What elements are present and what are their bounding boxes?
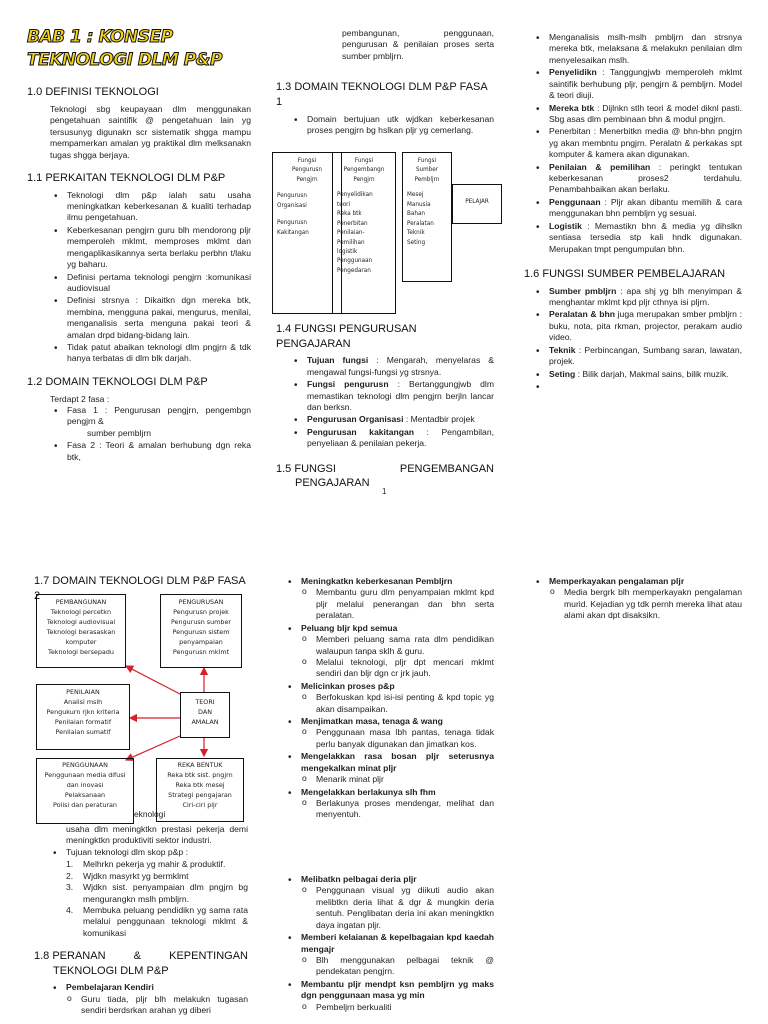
box-heading: PENGURUSAN: [178, 598, 224, 606]
section-1-3-list: [290, 114, 494, 137]
list-item: [532, 576, 742, 622]
overlap-text: eknologi: [134, 809, 166, 819]
item-text: : Tanggungjwb memperoleh mklmt saintifik berhubung pljr, pengjrn & pembljrn. Model & teori diuji.: [549, 67, 742, 101]
box-item: Pemilihan: [337, 238, 365, 246]
kepentingan-list: [284, 576, 494, 821]
sub-list: [301, 587, 494, 621]
box-heading: REKA BENTUK: [177, 761, 223, 769]
item-text: juga merupakan smber pmbljrn : buku, nota, pita rkman, projector, perakam audio video.: [549, 309, 742, 343]
page1-column-2: [276, 28, 494, 137]
box-heading: PENGGUNAAN: [62, 761, 108, 769]
sub-list: [301, 634, 494, 680]
sub-list-item: o Berfokuskan kpd isi-isi penting & kpd topic yg akan disampaikan.: [301, 692, 494, 715]
pelajar-box: [452, 184, 502, 224]
fasa-1-text: Fasa 1 : Pengurusan pengjrn, pengembgn pengjrn &: [67, 404, 251, 427]
box-item: Pengurusn sumber: [170, 617, 232, 626]
item-label: Peralatan & bhn: [549, 309, 615, 320]
list-item: [532, 345, 742, 368]
box-item: Teknologi bersepadu: [48, 647, 114, 656]
box-item: Reka btk mesej: [175, 780, 225, 789]
box-list: [337, 190, 391, 275]
box-item: Pengurusn projek: [173, 607, 229, 616]
list-item: [532, 67, 742, 101]
box-item: Analisi mslh: [63, 697, 103, 706]
list-item: [284, 681, 494, 715]
tujuan-numbered-list: [66, 859, 248, 939]
box-item: Pelaksanaan: [64, 790, 106, 799]
sub-list-item: o Penggunaan masa lbh pantas, tenaga tidak perlu banyak digunakan dan jimatkan kos.: [301, 727, 494, 750]
item-text: : Pengambilan, penyeliaan & penilaian pekerja.: [307, 426, 494, 449]
section-1-0-text: Teknologi sbg keupayaan dlm menggunakan pengetahuan saintifik @ pengetahuan lain yg tersusunyg digunakn scr sistematik shgga mampu mempamerkan amalan yg praktikal dlm melksanakn tugas shgga berjaya.: [50, 103, 251, 160]
box-list: [407, 190, 447, 247]
box-item: Penerbitan: [337, 219, 368, 227]
kepentingan-list-2: [284, 874, 494, 1013]
box-item: Seting: [407, 238, 426, 246]
list-item: • Definisi strsnya : Dikaitkn dgn mereka btk, membina, mengguna pakai, mengurus, menilai, menganalisis serta menguna pakai teori & amalan drpd bidang-bidang lain.: [50, 295, 251, 341]
list-item: [532, 32, 742, 66]
sub-list-item: o Penggunaan visual yg diikuti audio akan melibtkn deria lihat & dgr & mungkin deria sentuh. Penglibatan deria ini akan meningktkn daya ingatan pljr.: [301, 885, 494, 931]
section-1-1-heading: 1.1 PERKAITAN TEKNOLOGI DLM P&P: [27, 171, 226, 184]
section-1-2-list: [50, 405, 251, 463]
list-item: [532, 197, 742, 220]
item-heading: Menjimatkan masa, tenaga & wang: [301, 716, 443, 727]
item-text: Penerbitan : Menerbitkn media @ bhn-bhn pngjrn yg akan membntu pngjrn. Peralatn & perkakas spt komputer & kamera akan digunakan.: [549, 126, 742, 160]
list-item: [284, 979, 494, 1013]
section-1-4-list: [290, 355, 494, 449]
box-item: Penyelidikan: [337, 191, 373, 199]
sub-list-item: o Melalui teknologi, pljr dpt mencari mklmt sendiri dan bljr dgn cr jrk jauh.: [301, 657, 494, 680]
sub-list: [549, 587, 742, 621]
section-1-4-heading: 1.4 FUNGSI PENGURUSAN PENGAJARAN: [276, 323, 417, 350]
box-item: Ciri-ciri pljr: [182, 800, 218, 809]
reka-bentuk-box: [156, 758, 244, 822]
box-item: Pengurusn mklmt: [172, 647, 230, 656]
list-item: [284, 787, 494, 821]
sub-list: [301, 774, 494, 785]
page2-column-3: [524, 576, 742, 623]
box-item: komputer: [65, 637, 97, 646]
list-item: • Domain bertujuan utk wjdkan keberkesanan proses pengjrn bg hslkan pljr yg cemerlang.: [290, 114, 494, 137]
item-label: Penggunaan: [549, 196, 601, 207]
box-item: Pengurusn sistem: [172, 627, 230, 636]
list-item: [284, 716, 494, 750]
section-1-5-heading: [276, 462, 494, 477]
fungsi-pengembangan-list: [532, 32, 742, 255]
sub-list-item: o Pembeljrn berkualiti: [301, 1002, 494, 1013]
box-item: Teknologi percetkn: [50, 607, 112, 616]
item-text: : Bertanggungjwb dlm memastikan teknologi dlm pengjrn berjln lancar dan berksn.: [307, 379, 495, 412]
box-item: Strategi pengajaran: [168, 790, 232, 799]
item-number: 2.: [66, 870, 74, 881]
tujuan-list: [49, 847, 248, 858]
sub-list-item: o Guru tiada, pljr blh melakukn tugasan sendiri berdsrkan arahan yg diberi: [66, 994, 248, 1017]
box-item: teori: [337, 200, 351, 208]
list-item: [290, 355, 494, 378]
section-1-2-intro: Terdapt 2 fasa :: [50, 393, 110, 404]
heading-part: KEPENTINGAN: [169, 950, 248, 963]
list-item: [284, 623, 494, 680]
list-item: [532, 221, 742, 255]
item-number: 1.: [66, 859, 74, 870]
item-text: Membuka peluang pendidikn yg sama rata melalui penggunaan teknologi mklmt & komunikasi: [83, 904, 248, 938]
item-text: Melhrkn pekerja yg mahir & produktif.: [83, 859, 226, 870]
item-heading: Peluang bljr kpd semua: [301, 622, 398, 633]
box-item: Bahan: [407, 210, 426, 218]
section-1-2-heading: 1.2 DOMAIN TEKNOLOGI DLM P&P: [27, 375, 208, 388]
item-label: Teknik: [549, 344, 576, 355]
section-1-6-list: [532, 286, 742, 392]
sub-list: [301, 692, 494, 715]
list-item: [532, 126, 742, 160]
item-text: : Bilik darjah, Makmal sains, bilik muzik.: [575, 368, 729, 379]
list-item: • Fasa 2 : Teori & amalan berhubung dgn reka btk,: [50, 440, 251, 463]
item-heading: Memberi kelaianan & kepelbagaian kpd kaedah mengajr: [301, 932, 494, 954]
pengalaman-list: [532, 576, 742, 622]
list-item: [290, 379, 494, 413]
item-heading: Memperkayakan pengalaman pljr: [549, 576, 685, 586]
item-label: Logistik: [549, 220, 582, 231]
item-text: Wjdkn sist. penyampaian dlm pngjrn bg mengurangkn mslh pmbljrn.: [83, 882, 248, 904]
list-item: [532, 309, 742, 343]
list-item: [532, 162, 742, 196]
sub-list-item: o Membantu guru dlm penyampaian mklmt kpd pljr melalui penerangan dan bhn serta peralatan.: [301, 587, 494, 621]
sub-list: [301, 885, 494, 931]
list-item: [66, 905, 248, 939]
item-label: Fungsi pengurusn: [307, 379, 389, 390]
list-item: [284, 932, 494, 978]
sub-list-item: o Media bergrk blh memperkayakn pengalaman murid. Kejadian yg tdk pernh mereka lihat atau alami akan dpt disaksikn.: [549, 587, 742, 621]
box-item: Pengurusn Kakitangan: [277, 219, 309, 236]
arrow-to-pembangunan: [126, 666, 180, 694]
pembangunan-box: [36, 594, 126, 668]
box-item: Penilaian-: [337, 229, 365, 237]
box-heading: PENILAIAN: [66, 688, 100, 696]
item-number: 4.: [66, 904, 74, 915]
list-item: • Keberkesanan pengjrn guru blh mendorong pljr memperoleh mklmt, memproses mklmt dan mengaplikasikannya serta berlaku perbhn t/laku yg baharu.: [50, 225, 251, 271]
page2-column-1-lower: [34, 824, 248, 1018]
heading-part: 1.5 FUNGSI: [276, 462, 336, 475]
item-label: Mereka btk: [549, 102, 595, 113]
box-item: Peralatan: [407, 219, 434, 227]
box-item: Pengukurn rjkn kriteria: [46, 707, 120, 716]
item-label: Sumber pmbljrn: [549, 285, 617, 296]
box-item: Polisi dan peraturan: [53, 800, 117, 809]
box-heading: Fungsi Pengembangn Pengjrn: [343, 157, 385, 183]
item-heading: Melicinkan proses p&p: [301, 680, 395, 691]
page1-column-3: [524, 32, 742, 393]
continued-text: usaha dlm meningktkn prestasi pekerja demi meningktkn produktiviti sektor industri.: [66, 824, 248, 846]
list-item: [284, 751, 494, 785]
item-text: : peringkt tentukan keberkesanan proses2 terdahulu. Penambahbaikan akan berlaku.: [549, 161, 743, 195]
list-item: • Definisi pertama teknologi pengjrn :komunikasi audiovisual: [50, 272, 251, 295]
box-item: Penggunaan: [337, 257, 373, 265]
item-label: Penyelidikn: [549, 67, 597, 78]
item-text: : Mengarah, menyelaras & mengawal fungsi-fungsi yg strsnya.: [307, 355, 494, 377]
list-item: • Tidak patut abaikan teknologi dlm pngjrn & tdk hanya terbatas di dlm blk darjah.: [50, 342, 251, 365]
sub-list-item: o Berlakunya proses mendengar, melihat dan menyentuh.: [301, 798, 494, 821]
heading-part: 1.8 PERANAN: [34, 950, 106, 963]
box-item: Pengurusn Organisasi: [277, 192, 307, 209]
box-heading: PEMBANGUNAN: [55, 598, 107, 606]
box-item: logistik: [337, 247, 358, 255]
teori-amalan-box: [180, 692, 230, 738]
fungsi-sumber-box: [402, 152, 452, 282]
heading-part: PENGEMBANGAN: [399, 462, 494, 475]
list-item: [49, 982, 248, 1016]
list-item: [50, 405, 251, 439]
page1-column-2-lower: [276, 322, 494, 495]
item-label: Pembelajaran Kendiri: [66, 982, 154, 993]
list-item: [284, 576, 494, 622]
item-label: Seting: [549, 368, 576, 379]
box-item: Reka btk: [337, 210, 362, 218]
item-label: Penilaian & pemilihan: [549, 161, 651, 172]
sub-list: [301, 1002, 494, 1013]
section-1-8-heading: [34, 949, 248, 964]
continued-text: pembangunan, penggunaan, pengurusan & penilaian proses serta sumber pmbljrn.: [342, 28, 494, 61]
list-item: [532, 103, 742, 126]
list-item: [290, 427, 494, 450]
page1-column-1: [27, 26, 251, 464]
box-item: Penilaian sumatif: [55, 727, 111, 736]
section-1-5-heading-cont: PENGAJARAN: [295, 477, 370, 490]
item-heading: Mengelakkan berlakunya slh fhm: [301, 786, 436, 797]
item-text: : Memastikn bhn & media yg dihslkn sentiasa tersedia stp kali hndk digunakan. Merupakan tmpt pengumpulan bhn.: [549, 220, 742, 254]
section-1-0-heading: 1.0 DEFINISI TEKNOLOGI: [27, 86, 159, 99]
list-item: [532, 369, 742, 380]
list-item: [532, 381, 742, 392]
box-item: AMALAN: [191, 717, 219, 726]
item-heading: Melibatkn pelbagai deria pljr: [301, 874, 417, 884]
fungsi-pengembangan-box: [332, 152, 396, 314]
item-text: : Perbincangan, Sumbang saran, lawatan, projek.: [549, 344, 742, 367]
box-item: Penilaian formatif: [54, 717, 112, 726]
chapter-title: BAB 1 : KONSEP TEKNOLOGI DLM P&P: [27, 27, 222, 70]
item-heading: Membantu pljr mendpt ksn pembljrn yg maks dgn penggunaan masa yg min: [301, 978, 494, 1001]
item-heading: Mengelakkan rasa bosan pljr seterusnya mengekalkan minat pljr: [301, 751, 494, 773]
box-heading: Fungsi Pengurusn Pengjrn: [292, 157, 322, 183]
sub-list: [301, 798, 494, 821]
list-item: [284, 874, 494, 931]
item-heading: Meningkatkn keberkesanan Pembljrn: [301, 576, 453, 586]
box-item: Mesej: [407, 191, 424, 199]
section-1-8-heading-cont: TEKNOLOGI DLM P&P: [53, 964, 169, 977]
list-item: [532, 286, 742, 309]
section-1-7-heading: 1.7 DOMAIN TEKNOLOGI DLM P&P FASA 2: [34, 575, 246, 602]
list-item: • Teknologi dlm p&p ialah satu usaha meningkatkan keberkesanan & kualiti terhadap ilmu pengetahuan.: [50, 190, 251, 224]
sub-list-item: o Memberi peluang sama rata dlm pendidikan walaupun tanpa sklh & guru.: [301, 634, 494, 657]
item-number: 3.: [66, 882, 74, 893]
box-item: TEORI: [195, 698, 215, 706]
sub-list-item: o Menarik minat pljr: [301, 774, 494, 785]
pengurusan-box: [160, 594, 242, 668]
list-item: [66, 871, 248, 882]
sub-list: [66, 994, 248, 1017]
section-1-3-heading: 1.3 DOMAIN TEKNOLOGI DLM P&P FASA 1: [276, 81, 488, 108]
arrow-to-penggunaan: [126, 736, 180, 760]
section-1-1-list: [50, 190, 251, 365]
item-label: Tujuan fungsi: [307, 355, 369, 366]
list-item: [66, 882, 248, 905]
sub-list: [301, 955, 494, 978]
item-label: Pengurusan kakitangan: [307, 426, 415, 437]
sub-list: [301, 727, 494, 750]
item-text: Wjdkn masyrkt yg bermklmt: [83, 870, 189, 881]
section-1-6-heading: 1.6 FUNGSI SUMBER PEMBELAJARAN: [524, 268, 726, 281]
box-item: DAN: [198, 707, 212, 716]
list-item: [66, 859, 248, 870]
item-text: : apa shj yg blh menyimpan & menghantar mklmt kpd pljr cthnya isi pljrn.: [549, 285, 742, 308]
item-text: : Pljr akan dibantu memilih & cara menggunakan bhn pembljrn yg sesuai.: [549, 196, 742, 219]
box-item: dan inovasi: [66, 780, 104, 789]
box-item: Teknik: [407, 229, 425, 237]
page-number: 1: [382, 487, 387, 496]
item-label: Pengurusan Organisasi: [307, 414, 404, 425]
box-item: Teknologi audiovisual: [46, 617, 116, 626]
item-text: : Dijlnkn stlh teori & model diknl pasti. Sbg asas dlm pembinaan bhn & modul pngjrn.: [549, 102, 742, 124]
heading-part: &: [133, 950, 141, 963]
section-1-8-list: [49, 982, 248, 1016]
box-item: Pengedaran: [337, 266, 371, 274]
item-text: : Mentadbir projek: [403, 414, 475, 425]
page2-column-2-lower: [284, 874, 494, 1014]
box-item: Manusia: [407, 200, 431, 208]
box-item: Reka btk sist. pngjrn: [167, 770, 233, 779]
list-item: [290, 414, 494, 425]
box-item: Teknologi berasaskan: [46, 627, 116, 636]
box-item: penyampaian: [179, 637, 223, 646]
sub-list-item: o Blh menggunakan pelbagai teknik @ pendekatan pengjrn.: [301, 955, 494, 978]
penggunaan-box: [36, 758, 134, 824]
page2-column-2: [284, 576, 494, 822]
penilaian-box: [36, 684, 130, 750]
item-text: Menganalisis mslh-mslh pmbljrn dan strsnya mereka btk, melaksana & melakukn penilaian dlm menyelesaikan mslh.: [549, 32, 742, 65]
box-heading: PELAJAR: [465, 198, 489, 205]
box-item: Penggunaan media difusi: [44, 770, 126, 779]
fasa-1-text-cont: sumber pemblјrn: [87, 427, 151, 438]
list-item: • Tujuan teknologi dlm skop p&p :: [49, 847, 248, 858]
box-heading: Fungsi Sumber Pembljrn: [414, 157, 440, 183]
